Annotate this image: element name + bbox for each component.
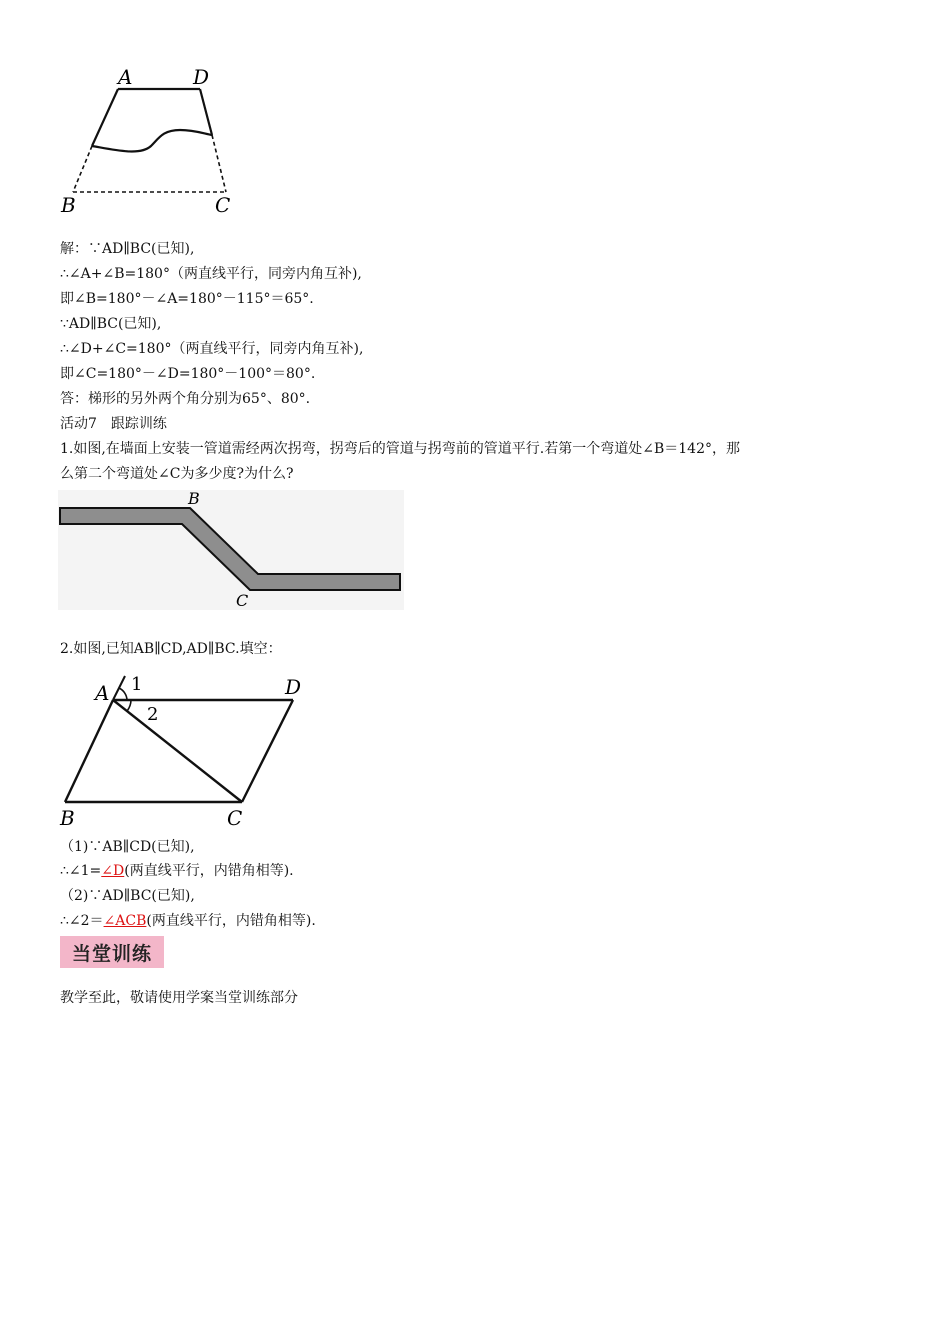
question-1-line-1: 1.如图,在墙面上安装一管道需经两次拐弯，拐弯后的管道与拐弯前的管道平行.若第一个弯道处∠B＝142°，那	[60, 441, 740, 457]
para-label-b: B	[60, 806, 75, 830]
closing-note: 教学至此，敬请使用学案当堂训练部分	[60, 990, 298, 1006]
part-2-answer: ∠ACB	[103, 913, 147, 929]
para-label-c: C	[227, 806, 243, 830]
solution-line-5: ∴∠D+∠C=180°（两直线平行，同旁内角互补),	[60, 341, 364, 357]
part-2-given: （2)∵AD∥BC(已知),	[60, 888, 195, 904]
part-1-given: （1)∵AB∥CD(已知),	[60, 839, 195, 855]
activity-7-title: 活动7 跟踪训练	[60, 416, 167, 432]
part-1-reason: (两直线平行，内错角相等).	[124, 863, 294, 879]
pipe-label-c: C	[236, 591, 249, 610]
trapezoid-figure	[55, 62, 255, 222]
label-b: B	[61, 193, 76, 217]
solution-line-6: 即∠C=180°－∠D=180°－100°＝80°.	[60, 366, 316, 382]
part-2-conclusion	[60, 912, 316, 930]
banner-label: 当堂训练	[71, 942, 152, 965]
pipe-figure	[58, 490, 404, 610]
part-2-reason: (两直线平行，内错角相等).	[146, 913, 316, 929]
part-1-prefix: ∴∠1=	[60, 863, 102, 879]
solution-line-4: ∵AD∥BC(已知),	[60, 316, 162, 332]
label-c: C	[215, 193, 231, 217]
para-label-a: A	[95, 681, 110, 705]
answer-line: 答：梯形的另外两个角分别为65°、80°.	[60, 391, 311, 407]
label-a: A	[118, 65, 133, 89]
part-1-answer: ∠D	[101, 863, 125, 879]
pipe-label-b: B	[188, 490, 200, 508]
solution-line-1: 解：∵AD∥BC(已知),	[60, 241, 195, 257]
part-1-conclusion	[60, 862, 294, 880]
solution-line-2: ∴∠A+∠B=180°（两直线平行，同旁内角互补),	[60, 266, 362, 282]
question-1-line-2: 么第二个弯道处∠C为多少度?为什么?	[60, 466, 294, 482]
angle-1-label: 1	[131, 674, 143, 695]
solution-line-3: 即∠B=180°－∠A=180°－115°＝65°.	[60, 291, 314, 307]
label-d: D	[193, 65, 210, 89]
parallelogram-figure	[55, 670, 315, 832]
question-2-line-1: 2.如图,已知AB∥CD,AD∥BC.填空：	[60, 641, 282, 657]
angle-2-label: 2	[147, 704, 159, 725]
classroom-practice-banner	[60, 936, 164, 968]
part-2-prefix: ∴∠2＝	[60, 913, 104, 929]
para-label-d: D	[285, 675, 302, 699]
